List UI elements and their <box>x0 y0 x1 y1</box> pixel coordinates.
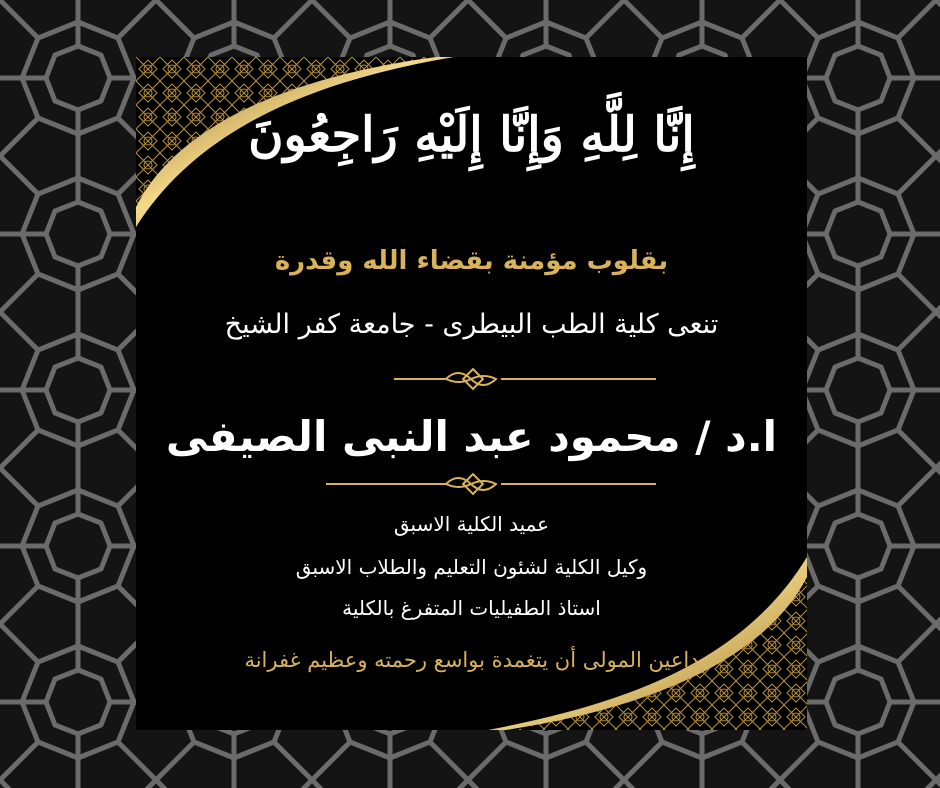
intro-line: بقلوب مؤمنة بقضاء الله وقدرة <box>274 246 669 276</box>
prayer-line: داعين المولى أن يتغمدة بواسع رحمته وعظيم غفرانة <box>244 648 699 672</box>
condolence-card <box>136 57 807 730</box>
announcer-line: تنعى كلية الطب البيطرى - جامعة كفر الشيخ <box>224 309 719 340</box>
deceased-name: ا.د / محمود عبد النبى الصيفى <box>165 412 778 461</box>
position-line: وكيل الكلية لشئون التعليم والطلاب الاسبق <box>295 555 648 579</box>
quran-verse-calligraphy: إِنَّا لِلَّهِ وَإِنَّا إِلَيْهِ رَاجِعُونَ <box>248 107 695 163</box>
ornament-divider-top <box>394 369 656 389</box>
ornament-divider-bottom <box>326 474 656 494</box>
position-line: استاذ الطفيليات المتفرغ بالكلية <box>342 596 601 620</box>
position-line: عميد الكلية الاسبق <box>393 512 550 536</box>
